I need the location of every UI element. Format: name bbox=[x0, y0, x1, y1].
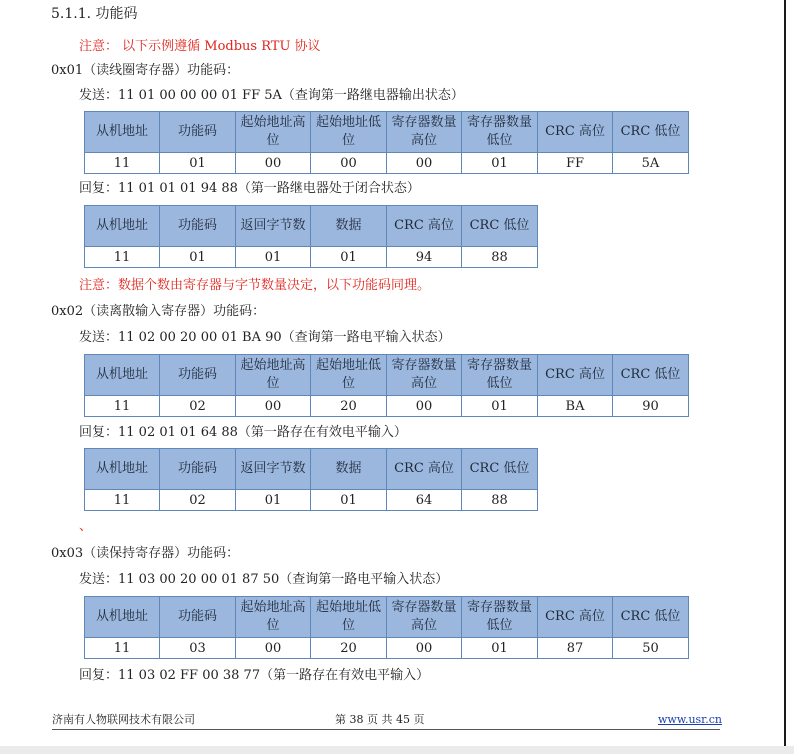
header-cell: 起始地址高位 bbox=[236, 355, 311, 396]
fc01-reply-text: 回复：11 01 01 01 94 88（第一路继电器处于闭合状态） bbox=[79, 181, 420, 196]
value-cell: 00 bbox=[387, 638, 462, 659]
value-cell: 64 bbox=[387, 490, 462, 511]
header-cell: CRC 高位 bbox=[387, 449, 462, 490]
value-cell: 11 bbox=[85, 153, 160, 174]
value-cell: 11 bbox=[85, 247, 160, 268]
header-cell: 寄存器数量高位 bbox=[387, 112, 462, 153]
header-cell: 起始地址低位 bbox=[311, 355, 387, 396]
header-cell: 数据 bbox=[311, 449, 387, 490]
value-cell: 87 bbox=[538, 638, 613, 659]
fc03-reply-text: 回复：11 03 02 FF 00 38 77（第一路存在有效电平输入） bbox=[79, 668, 430, 683]
value-cell: 00 bbox=[311, 153, 387, 174]
header-cell: 返回字节数 bbox=[236, 449, 311, 490]
value-cell: 00 bbox=[236, 396, 311, 417]
value-cell: 11 bbox=[85, 490, 160, 511]
header-cell: 起始地址高位 bbox=[236, 597, 311, 638]
value-cell: 01 bbox=[160, 153, 236, 174]
header-cell: 起始地址高位 bbox=[236, 112, 311, 153]
stray-mark: 、 bbox=[79, 519, 93, 534]
fc03-title: 0x03（读保持寄存器）功能码： bbox=[51, 546, 240, 561]
header-cell: 功能码 bbox=[160, 449, 236, 490]
value-cell: 03 bbox=[160, 638, 236, 659]
value-cell: 90 bbox=[613, 396, 689, 417]
fc03-send-text: 发送：11 03 00 20 00 01 87 50（查询第一路电平输入状态） bbox=[79, 572, 449, 587]
header-cell: 起始地址低位 bbox=[311, 597, 387, 638]
fc02-send-text: 发送：11 02 00 20 00 01 BA 90（查询第一路电平输入状态） bbox=[79, 330, 451, 345]
value-cell: FF bbox=[538, 153, 613, 174]
fc01-send-text: 发送：11 01 00 00 00 01 FF 5A（查询第一路继电器输出状态） bbox=[79, 88, 464, 103]
header-cell: 寄存器数量低位 bbox=[462, 112, 538, 153]
header-cell: 寄存器数量高位 bbox=[387, 355, 462, 396]
fc01-send-table bbox=[84, 111, 689, 174]
header-cell: 寄存器数量高位 bbox=[387, 597, 462, 638]
header-cell: 功能码 bbox=[160, 355, 236, 396]
value-cell: 11 bbox=[85, 396, 160, 417]
header-cell: 从机地址 bbox=[85, 112, 160, 153]
header-cell: 功能码 bbox=[160, 112, 236, 153]
value-cell: 01 bbox=[236, 247, 311, 268]
header-cell: 功能码 bbox=[160, 597, 236, 638]
value-cell: 94 bbox=[387, 247, 462, 268]
header-cell: 数据 bbox=[311, 206, 387, 247]
header-cell: CRC 高位 bbox=[538, 355, 613, 396]
value-cell: 01 bbox=[311, 247, 387, 268]
footer-page-number: 第 38 页 共 45 页 bbox=[335, 713, 425, 726]
value-cell: 00 bbox=[236, 153, 311, 174]
value-cell: 20 bbox=[311, 396, 387, 417]
page-right-edge bbox=[784, 0, 786, 746]
header-cell: CRC 高位 bbox=[538, 597, 613, 638]
fc02-reply-text: 回复：11 02 01 01 64 88（第一路存在有效电平输入） bbox=[79, 425, 407, 440]
fc03-send-table bbox=[84, 596, 689, 659]
header-cell: 从机地址 bbox=[85, 355, 160, 396]
header-cell: 从机地址 bbox=[85, 449, 160, 490]
fc02-title: 0x02（读离散输入寄存器）功能码： bbox=[51, 304, 266, 319]
value-cell: 02 bbox=[160, 490, 236, 511]
header-cell: CRC 低位 bbox=[462, 449, 538, 490]
header-cell: CRC 高位 bbox=[387, 206, 462, 247]
note-data-count: 注意：数据个数由寄存器与字节数量决定，以下功能码同理。 bbox=[79, 278, 431, 293]
value-cell: BA bbox=[538, 396, 613, 417]
fc01-reply-table bbox=[84, 205, 538, 268]
footer-company: 济南有人物联网技术有限公司 bbox=[52, 713, 195, 726]
value-cell: 02 bbox=[160, 396, 236, 417]
header-cell: 寄存器数量低位 bbox=[462, 597, 538, 638]
value-cell: 01 bbox=[160, 247, 236, 268]
value-cell: 88 bbox=[462, 490, 538, 511]
section-heading: 5.1.1. 功能码 bbox=[51, 6, 138, 22]
value-cell: 88 bbox=[462, 247, 538, 268]
fc02-reply-table bbox=[84, 448, 538, 511]
header-cell: 寄存器数量低位 bbox=[462, 355, 538, 396]
fc02-send-table bbox=[84, 354, 689, 417]
footer-divider bbox=[52, 729, 720, 730]
value-cell: 00 bbox=[387, 153, 462, 174]
header-cell: CRC 低位 bbox=[613, 355, 689, 396]
value-cell: 01 bbox=[311, 490, 387, 511]
value-cell: 01 bbox=[462, 396, 538, 417]
value-cell: 01 bbox=[462, 638, 538, 659]
header-cell: CRC 低位 bbox=[613, 112, 689, 153]
header-cell: CRC 低位 bbox=[462, 206, 538, 247]
value-cell: 01 bbox=[236, 490, 311, 511]
value-cell: 01 bbox=[462, 153, 538, 174]
value-cell: 11 bbox=[85, 638, 160, 659]
value-cell: 00 bbox=[387, 396, 462, 417]
note-modbus: 注意： 以下示例遵循 Modbus RTU 协议 bbox=[79, 39, 321, 54]
header-cell: 从机地址 bbox=[85, 597, 160, 638]
header-cell: 从机地址 bbox=[85, 206, 160, 247]
viewer-bottom-strip bbox=[0, 746, 794, 754]
value-cell: 00 bbox=[236, 638, 311, 659]
header-cell: 返回字节数 bbox=[236, 206, 311, 247]
header-cell: CRC 低位 bbox=[613, 597, 689, 638]
header-cell: 起始地址低位 bbox=[311, 112, 387, 153]
header-cell: CRC 高位 bbox=[538, 112, 613, 153]
value-cell: 20 bbox=[311, 638, 387, 659]
fc01-title: 0x01（读线圈寄存器）功能码： bbox=[51, 63, 240, 78]
value-cell: 50 bbox=[613, 638, 689, 659]
value-cell: 5A bbox=[613, 153, 689, 174]
footer-website-link[interactable]: www.usr.cn bbox=[658, 713, 722, 726]
header-cell: 功能码 bbox=[160, 206, 236, 247]
